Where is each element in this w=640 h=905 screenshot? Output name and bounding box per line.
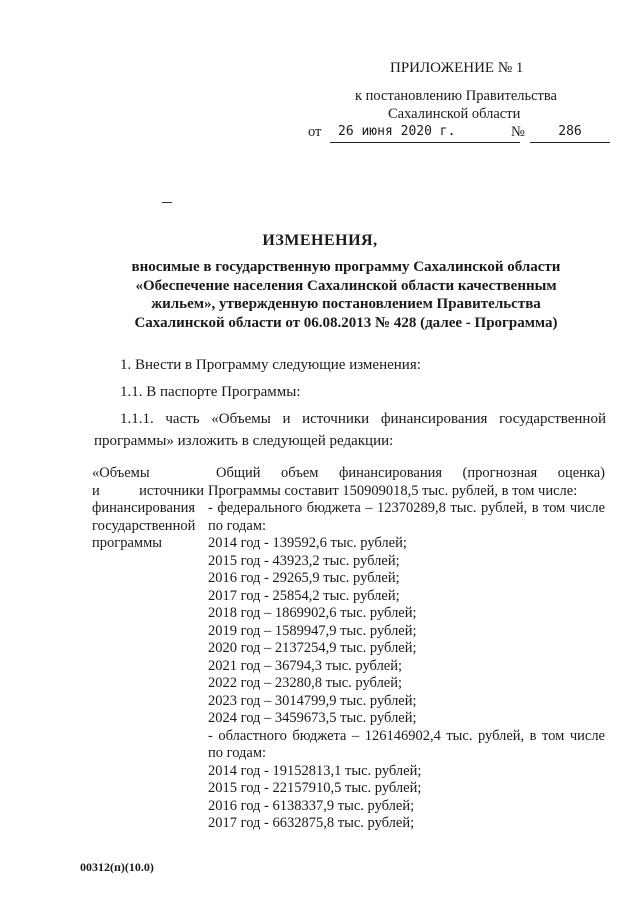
resolution-line-1: к постановлению Правительства — [355, 88, 557, 104]
federal-year-line: 2018 год – 1869902,6 тыс. рублей; — [208, 605, 417, 621]
federal-year-line: 2022 год – 23280,8 тыс. рублей; — [208, 675, 403, 691]
total-financing: Общий объем финансирования (прогнозная оценка) Программы составит 150909018,5 тыс. рублей, в том числе: — [208, 465, 605, 499]
number-value: 286 — [530, 124, 610, 143]
regional-budget: - областного бюджета – 126146902,4 тыс. рублей, в том числе по годам: — [208, 727, 605, 761]
footer-code: 00312(п)(10.0) — [80, 860, 154, 874]
passport-right-column — [208, 465, 605, 833]
date-prefix: от — [308, 124, 322, 140]
federal-year-line: 2024 год – 3459673,5 тыс. рублей; — [208, 710, 417, 726]
dash-mark — [162, 202, 172, 203]
paragraph-1-1: 1.1. В паспорте Программы: — [120, 384, 301, 400]
regional-year-line: 2015 год - 22157910,5 тыс. рублей; — [208, 780, 422, 796]
federal-budget: - федерального бюджета – 12370289,8 тыс. рублей, в том числе по годам: — [208, 500, 605, 534]
regional-year-line: 2014 год - 19152813,1 тыс. рублей; — [208, 762, 422, 779]
document-title: ИЗМЕНЕНИЯ, — [262, 232, 378, 249]
document-subtitle: вносимые в государственную программу Сахалинской области «Обеспечение населения Сахалинской области качественным жильем», утвержденную постановлением Правительства Сахалинской области от 06.08.2013 № 428 (далее - Программа) — [131, 259, 561, 331]
federal-year-line: 2015 год - 43923,2 тыс. рублей; — [208, 552, 400, 569]
left-line: программы — [92, 535, 162, 551]
federal-year-line: 2016 год - 29265,9 тыс. рублей; — [208, 570, 400, 586]
date-value: 26 июня 2020 г. — [330, 124, 520, 143]
paragraph-1-1-1: 1.1.1. часть «Объемы и источники финансирования государственной программы» изложить в следующей редакции: — [94, 411, 606, 449]
federal-year-line: 2020 год – 2137254,9 тыс. рублей; — [208, 640, 417, 656]
resolution-line-2: Сахалинской области — [388, 106, 521, 122]
federal-year-line: 2017 год - 25854,2 тыс. рублей; — [208, 587, 400, 604]
paragraph-1: 1. Внести в Программу следующие изменения: — [120, 357, 421, 373]
number-prefix: № — [511, 124, 525, 140]
federal-year-line: 2019 год – 1589947,9 тыс. рублей; — [208, 622, 417, 639]
regional-year-line: 2017 год - 6632875,8 тыс. рублей; — [208, 815, 415, 831]
passport-left-column — [92, 465, 204, 553]
left-line: «Объемы — [92, 465, 150, 481]
left-line: финансирования — [92, 500, 196, 516]
appendix-label: ПРИЛОЖЕНИЕ № 1 — [390, 60, 524, 76]
left-line: и источники — [92, 482, 204, 499]
federal-year-line: 2014 год - 139592,6 тыс. рублей; — [208, 535, 407, 551]
federal-year-line: 2023 год – 3014799,9 тыс. рублей; — [208, 692, 417, 709]
regional-year-line: 2016 год - 6138337,9 тыс. рублей; — [208, 797, 415, 814]
left-line: государственной — [92, 517, 196, 534]
federal-year-line: 2021 год – 36794,3 тыс. рублей; — [208, 657, 403, 674]
